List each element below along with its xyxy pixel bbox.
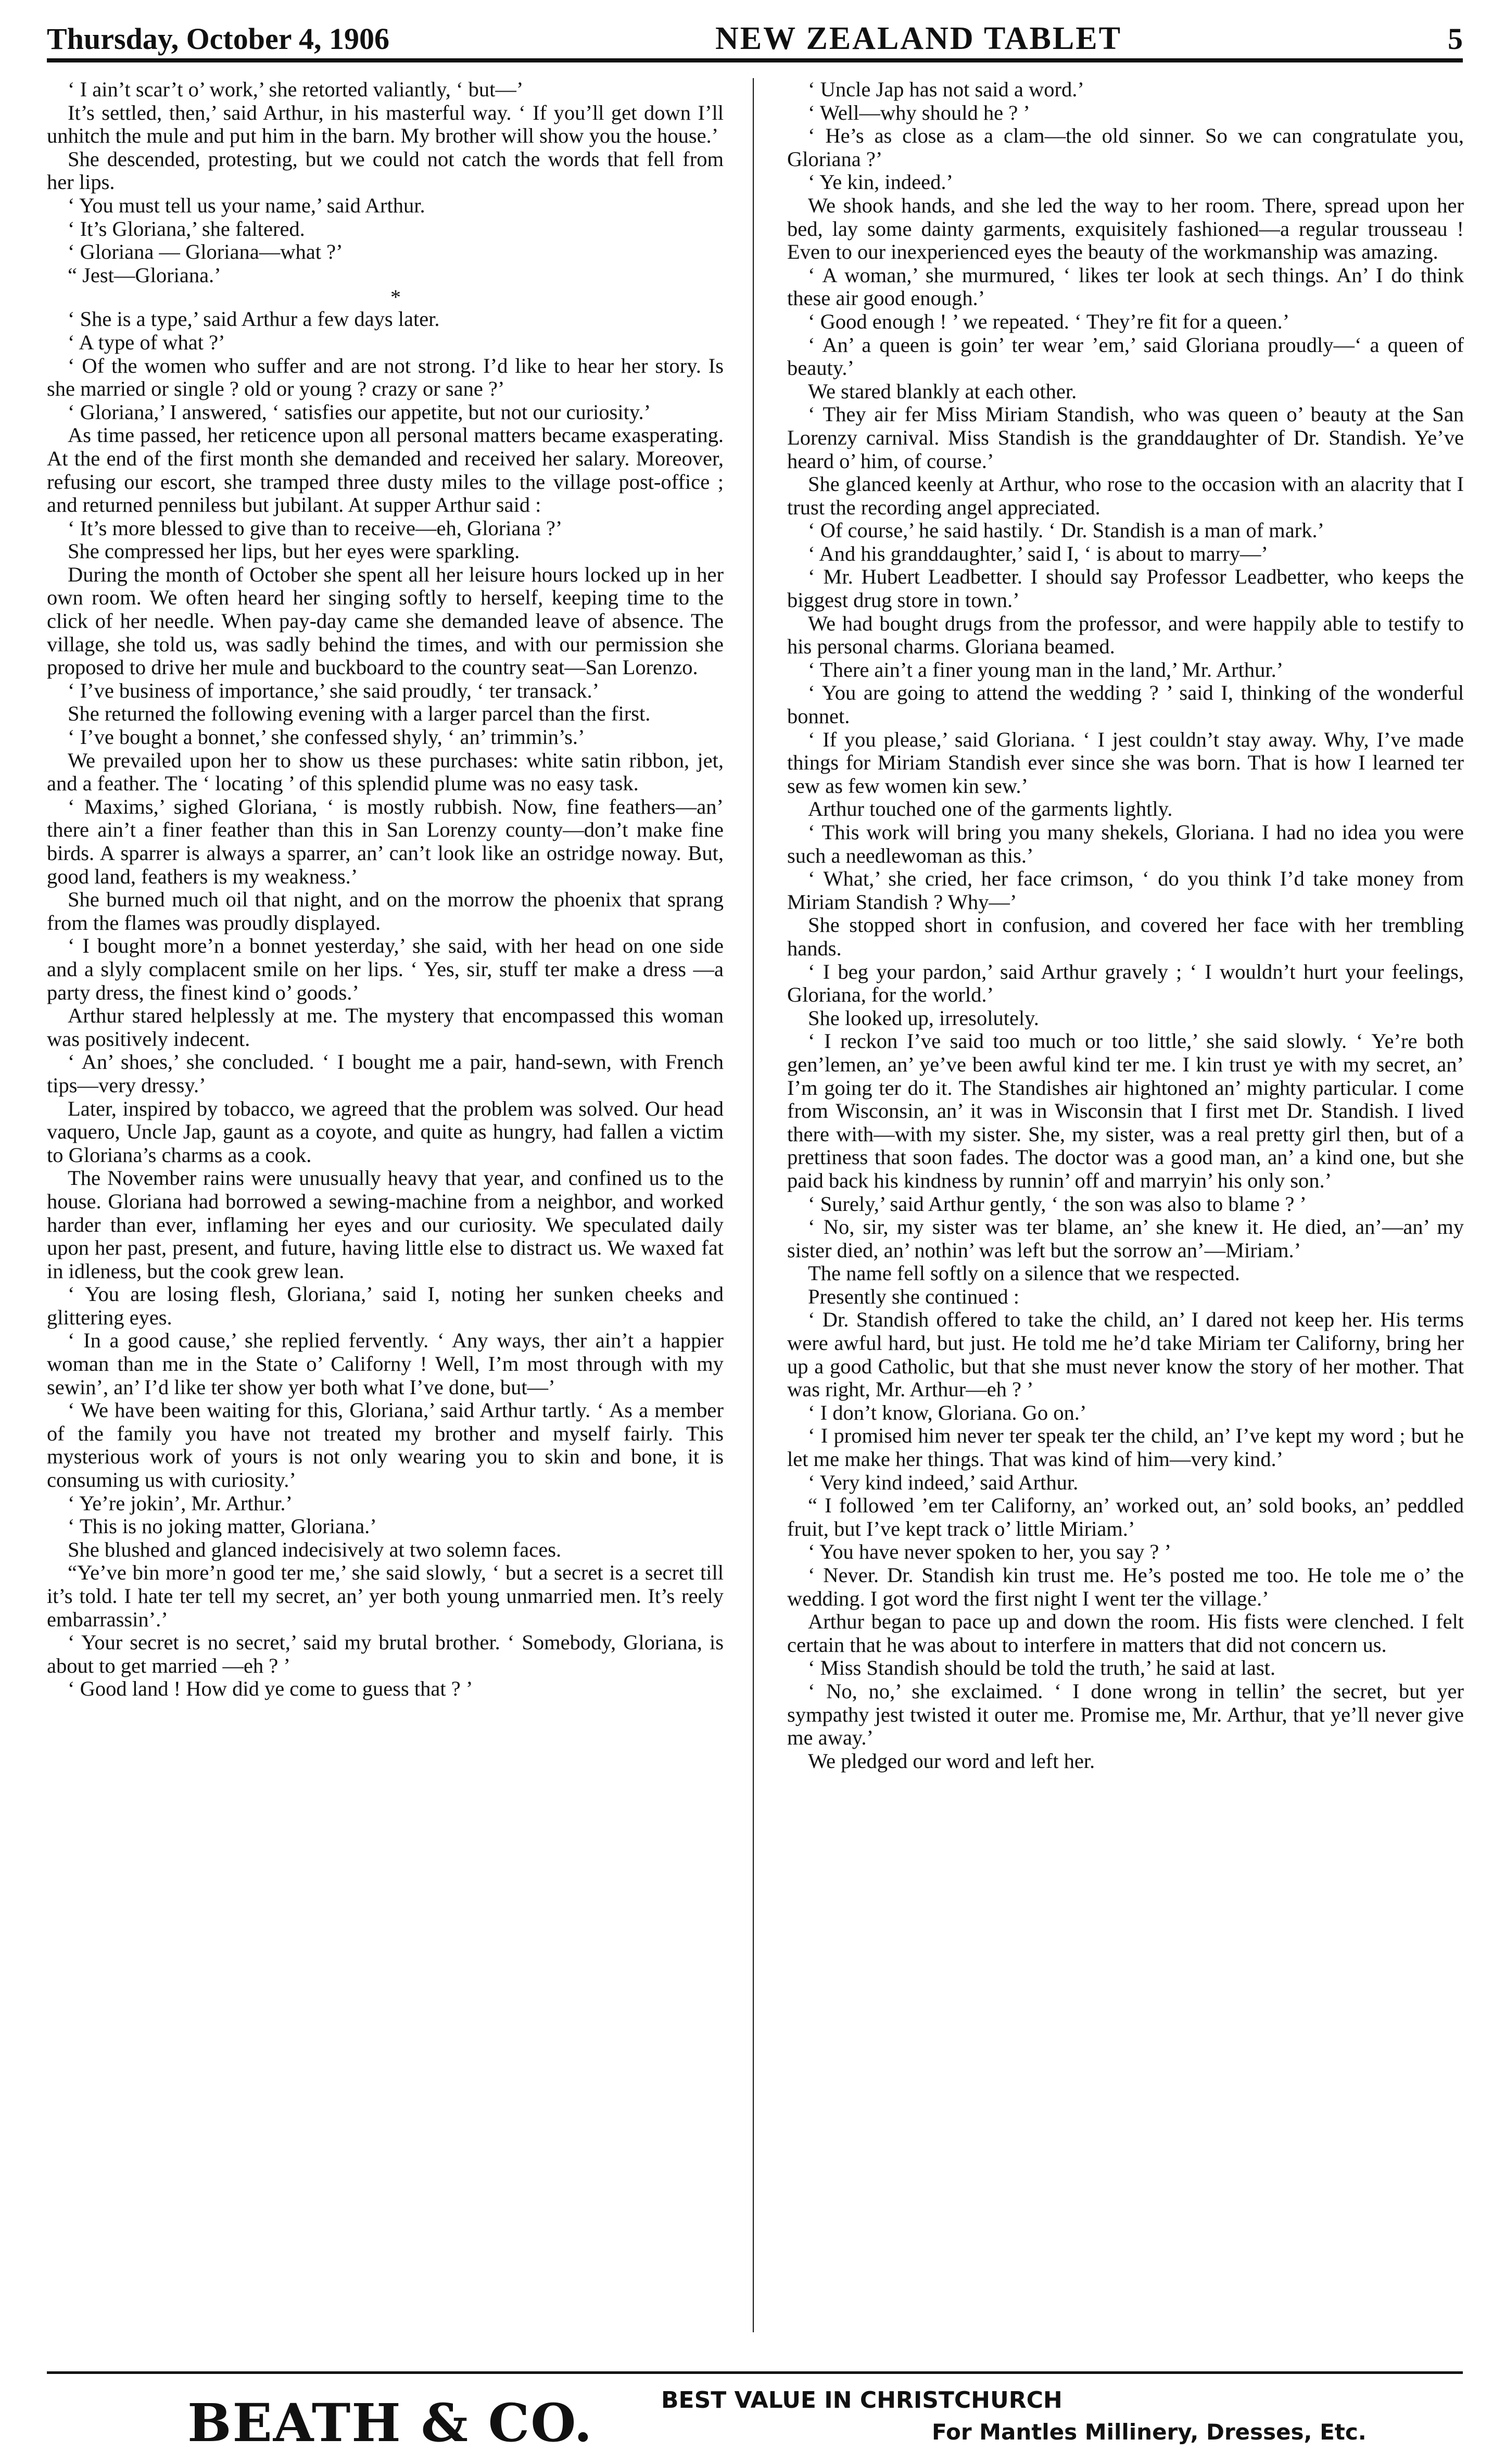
paragraph: She looked up, irresolutely. <box>808 1006 1039 1030</box>
paragraph: ‘ I’ve business of importance,’ she said proudly, ‘ ter transack.’ <box>68 678 600 702</box>
paragraph: ‘ He’s as close as a clam—the old sinner. So we can congratulate you, Gloriana ?’ <box>787 124 1464 171</box>
paragraph: ‘ I ain’t scar’t o’ work,’ she retorted valiantly, ‘ but—’ <box>68 78 524 101</box>
paragraph: Arthur began to pace up and down the room. His fists were clenched. I felt certain that he was about to interfere in matters that did not concern us. <box>787 1610 1464 1657</box>
paragraph: We had bought drugs from the professor, and were happily able to testify to his personal charms. Gloriana beamed. <box>787 611 1464 659</box>
paragraph: ‘ Ye kin, indeed.’ <box>808 170 953 194</box>
advertisement-banner <box>47 2382 1463 2454</box>
ad-subline: For Mantles Millinery, Dresses, Etc. <box>932 2419 1367 2445</box>
ad-headline: BEST VALUE IN CHRISTCHURCH <box>661 2387 1063 2414</box>
paragraph: ‘ An’ shoes,’ she concluded. ‘ I bought me a pair, hand-sewn, with French tips—very dressy.’ <box>47 1050 724 1097</box>
paragraph: ‘ Of the women who suffer and are not strong. I’d like to hear her story. Is she married or single ? old or young ? crazy or sane ?’ <box>47 353 724 401</box>
paragraph: She returned the following evening with a larger parcel than the first. <box>68 702 651 726</box>
paragraph: ‘ Ye’re jokin’, Mr. Arthur.’ <box>68 1491 293 1515</box>
paragraph: Arthur touched one of the garments lightly. <box>808 797 1173 821</box>
paragraph: ‘ Uncle Jap has not said a word.’ <box>808 78 1084 101</box>
paragraph: ‘ In a good cause,’ she replied fervently. ‘ Any ways, ther ain’t a happier woman than me in the State o’ Californy ! Well, I’m most through with my sewin’, an’ I’d like ter show yer both what I’ve done, but—’ <box>47 1329 724 1399</box>
paragraph: Arthur stared helplessly at me. The mystery that encompassed this woman was positively indecent. <box>47 1004 724 1051</box>
advertiser-name: BEATH & CO. <box>187 2392 593 2454</box>
paragraph: She blushed and glanced indecisively at two solemn faces. <box>68 1537 562 1561</box>
paragraph: ‘ Of course,’ he said hastily. ‘ Dr. Standish is a man of mark.’ <box>808 519 1325 542</box>
paragraph: She burned much oil that night, and on the morrow the phoenix that sprang from the flames was proudly displayed. <box>47 888 724 934</box>
paragraph: ‘ This work will bring you many shekels, Gloriana. I had no idea you were such a needlewoman as this.’ <box>787 820 1464 867</box>
paragraph: “ I followed ’em ter Californy, an’ worked out, an’ sold books, an’ peddled fruit, but I’ve kept track o’ little Miriam.’ <box>787 1494 1464 1540</box>
paragraph: The November rains were unusually heavy that year, and confined us to the house. Gloriana had borrowed a sewing-machine from a neighbor, and worked harder than ever, inflaming her eyes and our curiosity. We speculated daily upon her past, present, and future, having little else to distract us. We waxed fat in idleness, but the cook grew lean. <box>47 1166 724 1283</box>
paragraph: ‘ Gloriana — Gloriana—what ?’ <box>68 240 343 264</box>
paragraph: ‘ Very kind indeed,’ said Arthur. <box>808 1470 1079 1494</box>
masthead-rule <box>47 61 1463 62</box>
paragraph: During the month of October she spent all her leisure hours locked up in her own room. We often heard her singing softly to herself, keeping time to the click of her needle. When pay-day came she demanded leave of absence. The village, she told us, was sadly behind the times, and with our permission she proposed to drive her mule and buckboard to the country seat—San Lorenzo. <box>47 562 724 679</box>
paragraph: ‘ A woman,’ she murmured, ‘ likes ter look at sech things. An’ I do think these air good enough.’ <box>787 263 1464 310</box>
paragraph: ‘ No, sir, my sister was ter blame, an’ she knew it. He died, an’—an’ my sister died, an’ nothin’ was left but the sorrow an’—Miriam.’ <box>787 1215 1464 1262</box>
paragraph: ‘ It’s Gloriana,’ she faltered. <box>68 217 305 241</box>
paragraph: Later, inspired by tobacco, we agreed that the problem was solved. Our head vaquero, Uncle Jap, gaunt as a coyote, and quite as hungry, had fallen a victim to Gloriana’s charms as a cook. <box>47 1096 724 1167</box>
issue-date: Thursday, October 4, 1906 <box>47 22 389 56</box>
paragraph: ‘ Your secret is no secret,’ said my brutal brother. ‘ Somebody, Gloriana, is about to get married —eh ? ’ <box>47 1631 724 1677</box>
paragraph: Presently she continued : <box>808 1284 1020 1308</box>
paragraph: We prevailed upon her to show us these purchases: white satin ribbon, jet, and a feather. The ‘ locating ’ of this splendid plume was no easy task. <box>47 748 724 795</box>
section-break: * <box>390 285 401 309</box>
page-number: 5 <box>1448 22 1463 56</box>
paragraph: The name fell softly on a silence that we respected. <box>808 1261 1240 1285</box>
paragraph: ‘ And his granddaughter,’ said I, ‘ is about to marry—’ <box>808 541 1268 565</box>
paragraph: ‘ Surely,’ said Arthur gently, ‘ the son was also to blame ? ’ <box>808 1192 1307 1216</box>
paragraph: ‘ Well—why should he ? ’ <box>808 100 1030 124</box>
paragraph: ‘ I don’t know, Gloriana. Go on.’ <box>808 1400 1087 1424</box>
article-column-left <box>47 78 724 2317</box>
paragraph: ‘ Maxims,’ sighed Gloriana, ‘ is mostly rubbish. Now, fine feathers—an’ there ain’t a finer feather than this in San Lorenzy county—don’t make fine birds. A sparrer is always a sparrer, an’ can’t look like an ostridge noway. But, good land, feathers is my weakness.’ <box>47 794 724 888</box>
paragraph: ‘ They air fer Miss Miriam Standish, who was queen o’ beauty at the San Lorenzy carnival. Miss Standish is the granddaughter of Dr. Standish. Ye’ve heard o’ him, of course.’ <box>787 402 1464 473</box>
paragraph: As time passed, her reticence upon all personal matters became exasperating. At the end of the first month she demanded and received her salary. Moreover, refusing our escort, she tramped three dusty miles to the village post-office ; and returned penniless but jubilant. At supper Arthur said : <box>47 423 724 517</box>
column-divider <box>753 78 754 2332</box>
paragraph: She glanced keenly at Arthur, who rose to the occasion with an alacrity that I trust the recording angel appreciated. <box>787 472 1464 519</box>
paragraph: She descended, protesting, but we could not catch the words that fell from her lips. <box>47 147 724 194</box>
paragraph: We shook hands, and she led the way to her room. There, spread upon her bed, lay some dainty garments, exquisitely fashioned—a regular trousseau ! Even to our inexperienced eyes the beauty of the workmanship was amazing. <box>787 193 1464 264</box>
paragraph: ‘ Good land ! How did ye come to guess that ? ’ <box>68 1677 473 1701</box>
paragraph: ‘ We have been waiting for this, Gloriana,’ said Arthur tartly. ‘ As a member of the family you have not treated my brother and myself fairly. This mysterious work of yours is not only wearing you to skin and bone, it is consuming us with curiosity.’ <box>47 1398 724 1492</box>
paragraph: ‘ Mr. Hubert Leadbetter. I should say Professor Leadbetter, who keeps the biggest drug store in town.’ <box>787 565 1464 612</box>
paragraph: “ Jest—Gloriana.’ <box>68 263 221 287</box>
paragraph: ‘ You are going to attend the wedding ? ’ said I, thinking of the wonderful bonnet. <box>787 681 1464 728</box>
paragraph: ‘ This is no joking matter, Gloriana.’ <box>68 1514 377 1538</box>
paragraph: ‘ It’s more blessed to give than to receive—eh, Gloriana ?’ <box>68 516 563 540</box>
newspaper-title: NEW ZEALAND TABLET <box>715 21 1122 56</box>
paragraph: ‘ I promised him never ter speak ter the child, an’ I’ve kept my word ; but he let me make her things. That was kind of him—very kind.’ <box>787 1424 1464 1471</box>
paragraph: ‘ You must tell us your name,’ said Arthur. <box>68 193 425 217</box>
paragraph: ‘ No, no,’ she exclaimed. ‘ I done wrong in tellin’ the secret, but yer sympathy jest twisted it outer me. Promise me, Mr. Arthur, that ye’ll never give me away.’ <box>787 1679 1464 1750</box>
paragraph: ‘ A type of what ?’ <box>68 330 225 354</box>
paragraph: ‘ Good enough ! ’ we repeated. ‘ They’re fit for a queen.’ <box>808 309 1290 333</box>
paragraph: ‘ There ain’t a finer young man in the land,’ Mr. Arthur.’ <box>808 658 1284 681</box>
paragraph: ‘ I bought more’n a bonnet yesterday,’ she said, with her head on one side and a slyly complacent smile on her lips. ‘ Yes, sir, stuff ter make a dress —a party dress, the finest kind o’ goods.’ <box>47 934 724 1004</box>
article-column-right <box>787 78 1464 2317</box>
paragraph: ‘ Never. Dr. Standish kin trust me. He’s posted me too. He tole me o’ the wedding. I got word the first night I went ter the village.’ <box>787 1563 1464 1610</box>
footer-rule <box>47 2371 1463 2374</box>
paragraph: ‘ Dr. Standish offered to take the child, an’ I dared not keep her. His terms were awful hard, but just. He told me he’d take Miriam ter Californy, bring her up a good Catholic, but that she must never know the story of her mother. That was right, Mr. Arthur—eh ? ’ <box>787 1308 1464 1401</box>
paragraph: ‘ An’ a queen is goin’ ter wear ’em,’ said Gloriana proudly—‘ a queen of beauty.’ <box>787 333 1464 380</box>
paragraph: ‘ If you please,’ said Gloriana. ‘ I jest couldn’t stay away. Why, I’ve made things for Miriam Standish ever since she was born. That is how I learned ter sew as few women kin sew.’ <box>787 727 1464 798</box>
paragraph: It’s settled, then,’ said Arthur, in his masterful way. ‘ If you’ll get down I’ll unhitch the mule and put him in the barn. My brother will show you the house.’ <box>47 100 724 148</box>
paragraph: We pledged our word and left her. <box>808 1749 1095 1773</box>
paragraph: ‘ I reckon I’ve said too much or too little,’ she said slowly. ‘ Ye’re both gen’lemen, an’ ye’ve been awful kind ter me. I kin trust ye with my secret, an’ I’m going ter do it. The Standishes air hightoned an’ mighty particular. I come from Wisconsin, an’ it was in Wisconsin that I first met Dr. Standish. I lived there with—with my sister. She, my sister, was a real pretty girl then, but of a prettiness that soon fades. The doctor was a good man, an’ a kind one, but she paid back his kindness by runnin’ off and marryin’ his only son.’ <box>787 1029 1464 1192</box>
paragraph: ‘ What,’ she cried, her face crimson, ‘ do you think I’d take money from Miriam Standish ? Why—’ <box>787 867 1464 914</box>
paragraph: She stopped short in confusion, and covered her face with her trembling hands. <box>787 913 1464 960</box>
paragraph: “Ye’ve bin more’n good ter me,’ she said slowly, ‘ but a secret is a secret till it’s told. I hate ter tell my secret, an’ yer both young unmarried men. It’s reely embarrassin’.’ <box>47 1561 724 1631</box>
paragraph: She compressed her lips, but her eyes were sparkling. <box>68 539 520 563</box>
paragraph: ‘ She is a type,’ said Arthur a few days later. <box>68 307 440 331</box>
paragraph: ‘ Miss Standish should be told the truth,’ he said at last. <box>808 1656 1276 1680</box>
masthead <box>47 16 1463 61</box>
paragraph: ‘ I beg your pardon,’ said Arthur gravely ; ‘ I wouldn’t hurt your feelings, Gloriana, for the world.’ <box>787 959 1464 1007</box>
paragraph: We stared blankly at each other. <box>808 379 1077 403</box>
paragraph: ‘ You have never spoken to her, you say ? ’ <box>808 1540 1171 1564</box>
paragraph: ‘ Gloriana,’ I answered, ‘ satisfies our appetite, but not our curiosity.’ <box>68 400 651 424</box>
paragraph: ‘ You are losing flesh, Gloriana,’ said I, noting her sunken cheeks and glittering eyes. <box>47 1282 724 1329</box>
paragraph: ‘ I’ve bought a bonnet,’ she confessed shyly, ‘ an’ trimmin’s.’ <box>68 725 585 749</box>
